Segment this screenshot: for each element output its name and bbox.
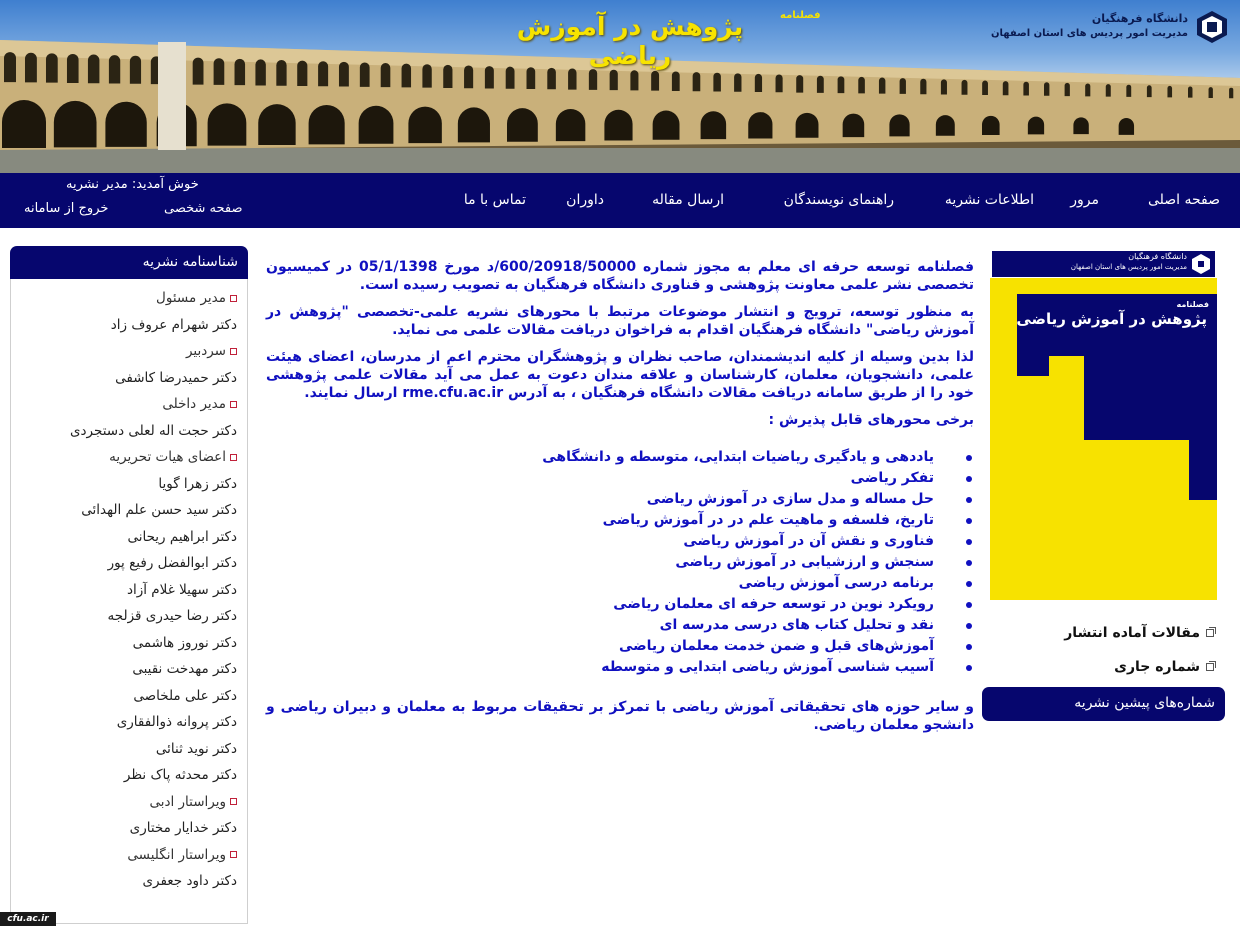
board-row-text: دکتر ابوالفضل رفیع پور [107, 555, 237, 571]
main-content [266, 258, 974, 743]
board-member [70, 423, 237, 439]
board-row-text: دکتر ابراهیم ریحانی [127, 528, 237, 545]
topic-item: آموزش‌های قبل و ضمن خدمت معلمان ریاضی [266, 636, 934, 657]
board-member [81, 502, 237, 518]
topic-item: تفکر ریاضی [266, 468, 934, 489]
board-member [133, 688, 237, 704]
board-row-text: دکتر نوید ثنائی [155, 740, 237, 757]
board-role [109, 449, 237, 465]
topic-item: آسیب شناسی آموزش ریاضی ابتدایی و متوسطه [266, 657, 934, 678]
board-role [186, 343, 237, 359]
board-member [108, 608, 238, 624]
cover-title: پژوهش در آموزش ریاضی [1016, 310, 1207, 328]
cover-org-name: دانشگاه فرهنگیان [1128, 252, 1187, 261]
nav-author-guide[interactable]: راهنمای نویسندگان [783, 192, 894, 208]
board-row-text: دکتر داود جعفری [142, 873, 237, 889]
board-row-text: دکتر رضا حیدری قزلجه [107, 608, 237, 624]
topic-item: رویکرد نوین در توسعه حرفه ای معلمان ریاضی [266, 594, 934, 615]
nav-home[interactable]: صفحه اصلی [1147, 192, 1220, 208]
square-bullet-icon [230, 295, 237, 302]
cover-emblem-icon [1191, 253, 1211, 275]
board-row-text: سردبیر [185, 343, 226, 359]
topics-list [266, 447, 974, 678]
closing-paragraph: و سایر حوزه های تحقیقاتی آموزش ریاضی با تمرکز بر تحقیقات مربوط به معلمان و دبیران ریاضی و دانشجو معلمان ریاضی. [266, 699, 974, 733]
topic-item: حل مساله و مدل سازی در آموزش ریاضی [266, 489, 934, 510]
board-row-text: دکتر خدایار مختاری [129, 820, 237, 836]
board-member [108, 555, 237, 571]
topic-item: نقد و تحلیل کتاب های درسی مدرسه ای [266, 615, 934, 636]
board-member [127, 582, 237, 598]
board-row-text: دکتر سید حسن علم الهدائی [81, 502, 237, 518]
board-row-text: دکتر سهیلا غلام آزاد [126, 581, 237, 598]
board-role [149, 794, 237, 810]
board-member [130, 820, 237, 836]
cover-label: فصلنامه [1176, 300, 1209, 309]
main-navbar [0, 173, 1240, 228]
board-row-text: دکتر نوروز هاشمی [132, 634, 237, 651]
org-subname: مدیریت امور پردیس های استان اصفهان [990, 28, 1188, 39]
nav-reviewers[interactable]: داوران [566, 192, 604, 208]
cover-block [1189, 440, 1217, 500]
board-member [158, 476, 237, 492]
board-row-text: دکتر مهدخت نقیبی [132, 661, 237, 677]
magazine-label: فصلنامه [780, 10, 821, 21]
ready-articles-label: مقالات آماده انتشار [1064, 625, 1200, 641]
board-row-text: دکتر حمیدرضا کاشفی [115, 369, 237, 386]
board-member [117, 714, 237, 730]
journal-identity-panel [10, 246, 248, 926]
cover-org-subname: مدیریت امور پردیس های استان اصفهان [1070, 263, 1187, 271]
board-member [124, 767, 237, 783]
board-member [156, 741, 237, 757]
topic-item: سنجش و ارزشیابی در آموزش ریاضی [266, 552, 934, 573]
invitation-text: لذا بدین وسیله از کلیه اندیشمندان، صاحب نظران و پژوهشگران محترم اعم از مدرسان، اعضای هیئت علمی، دانشجویان، معلمان، کارشناسان و علاقه مندان دعوت به عمل می آید مقالات علمی پژوهشی خود را از طریق سامانه دریافت مقالات دانشگاه فرهنگیان ، به آدرس [266, 349, 974, 401]
submission-url[interactable]: rme.cfu.ac.ir [402, 385, 504, 401]
board-member [111, 317, 237, 333]
external-link-icon [1206, 629, 1214, 637]
board-row-text: دکتر حجت اله لعلی دستجردی [69, 422, 237, 439]
board-row-text: اعضای هیات تحریریه [109, 449, 226, 465]
board-role [156, 290, 237, 306]
previous-issues-button[interactable]: شماره‌های پیشین نشریه [982, 687, 1225, 721]
square-bullet-icon [230, 348, 237, 355]
topic-item: فناوری و نقش آن در آموزش ریاضی [266, 531, 934, 552]
university-logo[interactable] [990, 10, 1228, 46]
board-row-text: دکتر شهرام عروف زاد [110, 316, 237, 333]
journal-cover[interactable] [990, 248, 1217, 600]
ready-articles-link[interactable] [1064, 625, 1214, 641]
external-link-icon [1206, 663, 1214, 671]
university-emblem-icon [1196, 10, 1228, 44]
nav-submit-article[interactable]: ارسال مقاله [652, 192, 724, 208]
topic-item: برنامه درسی آموزش ریاضی [266, 573, 934, 594]
magazine-title: پژوهش در آموزش ریاضی [516, 12, 744, 70]
invitation-end: ارسال نمایند. [304, 385, 398, 401]
board-row-text: دکتر علی ملخاصی [133, 687, 237, 704]
current-issue-link[interactable] [1114, 659, 1214, 675]
nav-journal-info[interactable]: اطلاعات نشریه [944, 192, 1034, 208]
nav-contact[interactable]: تماس با ما [463, 192, 526, 208]
board-role [162, 396, 237, 412]
topic-item: یاددهی و یادگیری ریاضیات ابتدایی، متوسطه و دانشگاهی [266, 447, 934, 468]
board-row-text: ویراستار انگلیسی [127, 846, 226, 863]
cover-header [990, 248, 1217, 278]
board-row-text: مدیر مسئول [156, 290, 226, 306]
cover-block [1084, 356, 1217, 440]
board-role [127, 847, 237, 863]
board-member [142, 873, 237, 889]
welcome-text: خوش آمدید: مدیر نشریه [66, 177, 199, 192]
board-row-text: ویراستار ادبی [149, 793, 226, 810]
panel-title: شناسنامه نشریه [10, 246, 248, 279]
header-banner [0, 0, 1240, 173]
board-row-text: دکتر پروانه ذوالفقاری [116, 714, 237, 730]
intro-paragraph: فصلنامه توسعه حرفه ای معلم به مجوز شماره 600/20918/50000/د مورخ 05/1/1398 در کمیسیون تخصصی نشر علمی معاونت پژوهشی و فناوری دانشگاه فرهنگیان به تصویب رسیده است. [266, 259, 975, 293]
square-bullet-icon [230, 454, 237, 461]
board-row-text: دکتر محدثه پاک نظر [123, 767, 237, 783]
logout-link[interactable]: خروج از سامانه [24, 201, 109, 216]
nav-browse[interactable]: مرور [1070, 192, 1099, 208]
square-bullet-icon [230, 851, 237, 858]
current-issue-label: شماره جاری [1114, 659, 1200, 675]
square-bullet-icon [230, 401, 237, 408]
call-paragraph: به منظور توسعه، ترویج و انتشار موضوعات مرتبط با محورهای نشریه علمی-تخصصی "پژوهش در آموزش ریاضی" دانشگاه فرهنگیان اقدام به فراخوان دریافت مقالات علمی می نماید. [266, 304, 974, 338]
editorial-board-list [10, 279, 248, 924]
invitation-paragraph [266, 348, 974, 402]
profile-link[interactable]: صفحه شخصی [164, 201, 243, 216]
board-member [132, 661, 237, 677]
site-badge[interactable]: cfu.ac.ir [0, 912, 56, 926]
topics-heading: برخی محورهای قابل پذیرش : [768, 412, 974, 428]
cover-block [1017, 356, 1049, 376]
board-row-text: مدیر داخلی [162, 396, 226, 412]
board-row-text: دکتر زهرا گویا [158, 475, 237, 492]
board-member [133, 635, 237, 651]
board-member [115, 370, 237, 386]
topic-item: تاریخ، فلسفه و ماهیت علم در در آموزش ریاضی [266, 510, 934, 531]
board-member [127, 529, 237, 545]
org-name: دانشگاه فرهنگیان [1091, 12, 1188, 25]
square-bullet-icon [230, 798, 237, 805]
